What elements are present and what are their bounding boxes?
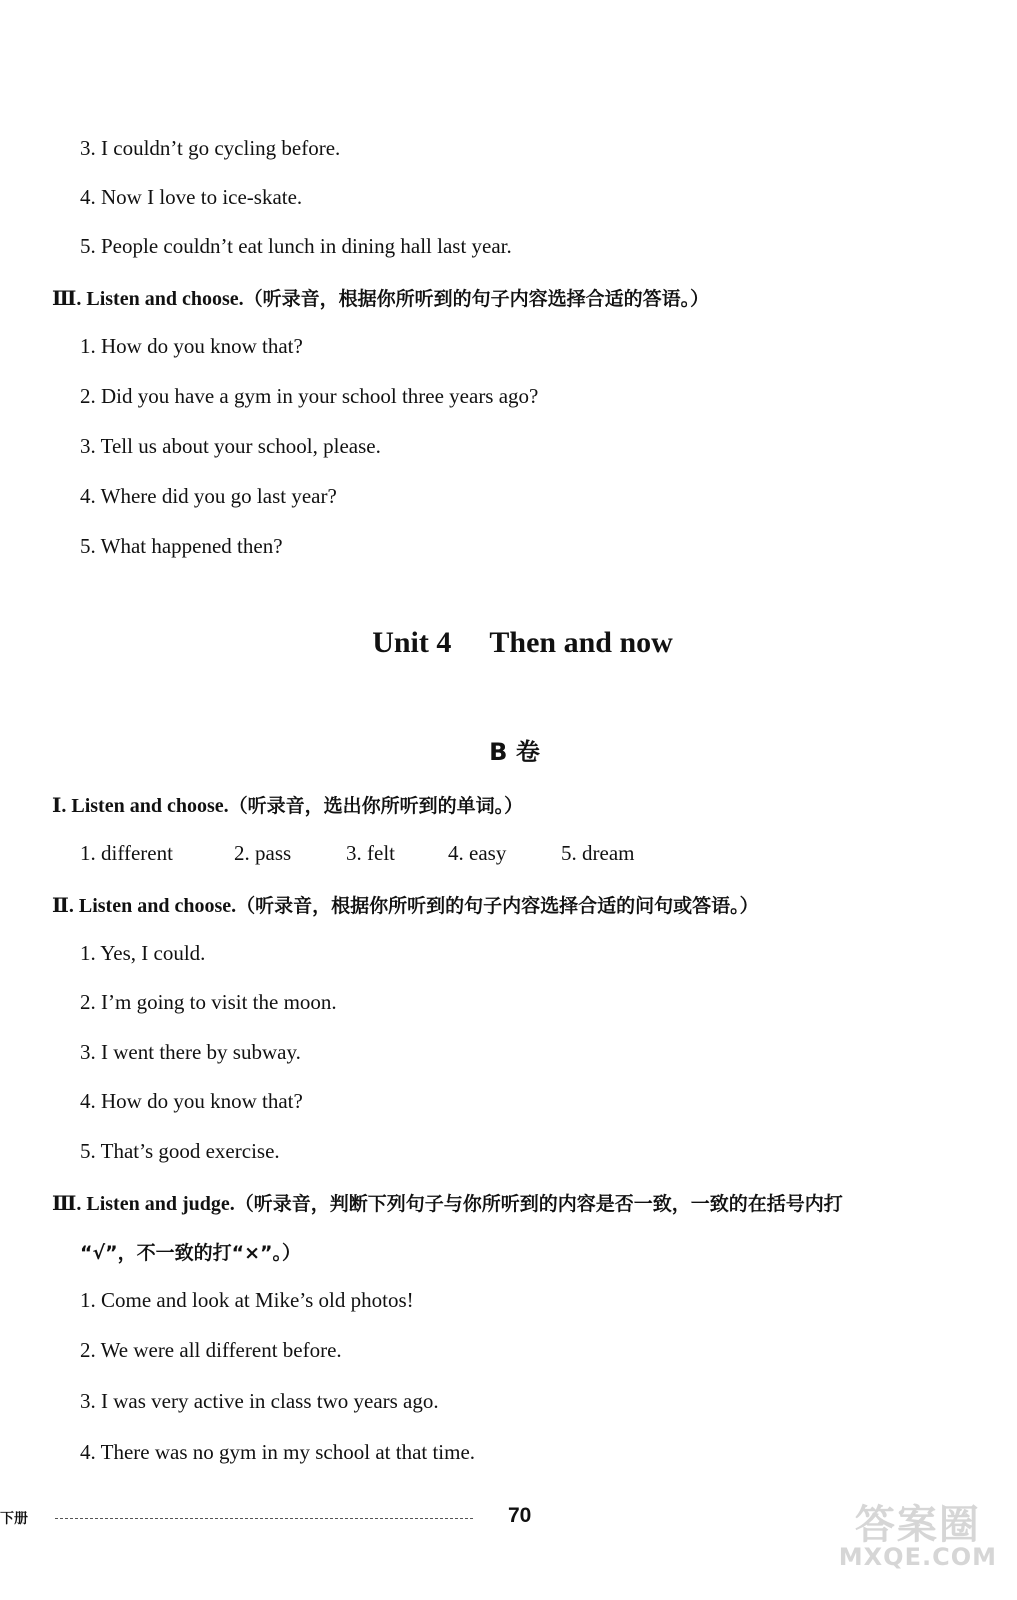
- prev-item-4: 4. Now I love to ice-skate.: [80, 185, 303, 209]
- part2-item-1: 1. Yes, I could.: [80, 941, 206, 965]
- part3-instruction-line2: “√”，不一致的打“×”。）: [80, 1242, 302, 1264]
- prev-part3-item-2: 2. Did you have a gym in your school three years ago?: [80, 384, 539, 408]
- part3-item-1: 1. Come and look at Mike’s old photos!: [80, 1288, 414, 1312]
- page-number: 70: [508, 1504, 532, 1527]
- part3-instruction-line1: （听录音，判断下列句子与你所听到的内容是否一致，一致的在括号内打: [234, 1193, 843, 1215]
- part3-heading: [52, 1189, 1017, 1216]
- prev-part3-item-3: 3. Tell us about your school, please.: [80, 434, 381, 458]
- part3-label: Ⅲ. Listen and judge.: [52, 1193, 235, 1215]
- prev-item-3: 3. I couldn’t go cycling before.: [80, 136, 341, 160]
- part1-word-1: 1. different: [80, 841, 173, 865]
- watermark-logo: [838, 1502, 997, 1571]
- part1-word-5: 5. dream: [561, 841, 635, 865]
- watermark-en: MXQE.COM: [838, 1543, 997, 1571]
- part1-word-4: 4. easy: [448, 841, 507, 865]
- paper-title: [12, 732, 1017, 767]
- unit-number: Unit 4: [372, 626, 452, 659]
- part3-item-4: 4. There was no gym in my school at that time.: [80, 1440, 476, 1464]
- part1-word-2: 2. pass: [234, 841, 292, 865]
- part1-instruction: （听录音，选出你所听到的单词。）: [228, 795, 524, 817]
- part2-item-3: 3. I went there by subway.: [80, 1040, 301, 1064]
- paper-label: B 卷: [489, 738, 540, 766]
- prev-part3-instruction: （听录音，根据你所听到的句子内容选择合适的答语。）: [243, 288, 710, 310]
- footer-volume-label: 下册: [0, 1511, 28, 1527]
- part2-item-4: 4. How do you know that?: [80, 1089, 303, 1113]
- part2-instruction: （听录音，根据你所听到的句子内容选择合适的问句或答语。）: [236, 895, 759, 917]
- prev-item-5: 5. People couldn’t eat lunch in dining hall last year.: [80, 234, 512, 258]
- part1-word-3: 3. felt: [346, 841, 395, 865]
- part3-item-3: 3. I was very active in class two years ago.: [80, 1389, 439, 1413]
- part1-heading: [52, 791, 1017, 818]
- part1-label: Ⅰ. Listen and choose.: [52, 795, 229, 817]
- prev-part3-item-4: 4. Where did you go last year?: [80, 484, 337, 508]
- part2-label: Ⅱ. Listen and choose.: [52, 895, 237, 917]
- unit-name: Then and now: [489, 626, 673, 659]
- prev-part3-label: Ⅲ. Listen and choose.: [52, 288, 244, 310]
- prev-part3-heading: [52, 284, 1017, 311]
- footer-dotted-rule: [55, 1518, 473, 1519]
- prev-part3-item-5: 5. What happened then?: [80, 534, 283, 558]
- unit-title: [28, 626, 1017, 660]
- part3-heading-continued: [80, 1238, 1017, 1265]
- part2-heading: [52, 891, 1017, 918]
- part3-item-2: 2. We were all different before.: [80, 1338, 342, 1362]
- prev-part3-item-1: 1. How do you know that?: [80, 334, 303, 358]
- part2-item-5: 5. That’s good exercise.: [80, 1139, 280, 1163]
- watermark-cn: 答案圈: [854, 1502, 981, 1548]
- part2-item-2: 2. I’m going to visit the moon.: [80, 990, 337, 1014]
- part1-word-list: [80, 841, 1017, 867]
